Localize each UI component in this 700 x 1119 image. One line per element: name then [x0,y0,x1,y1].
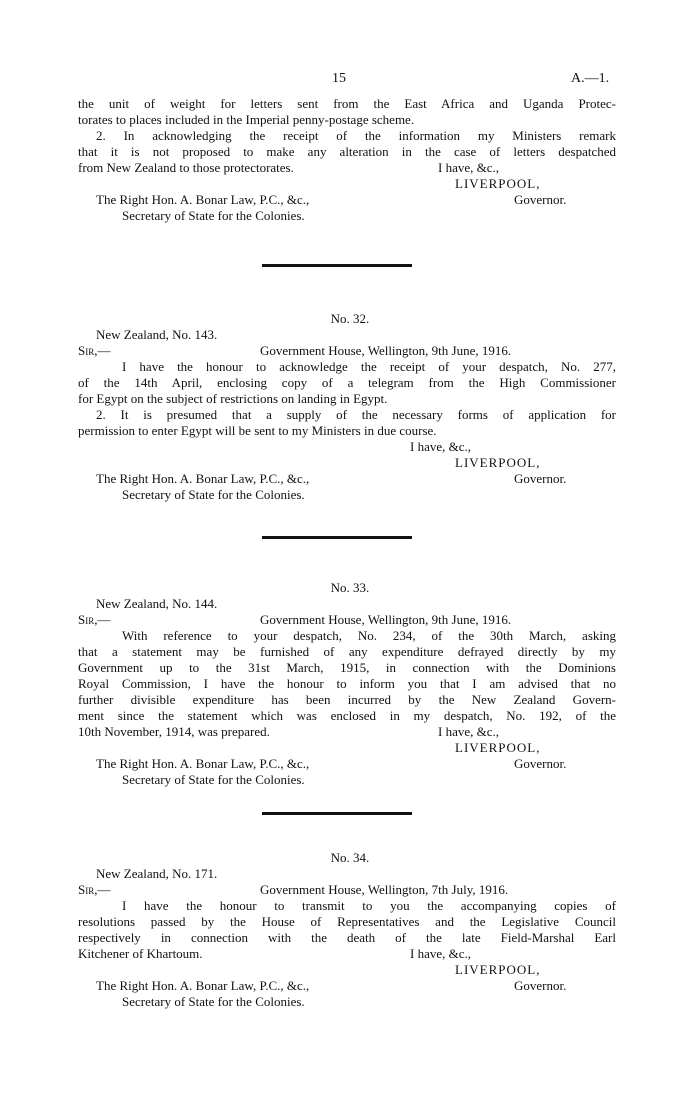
body-line: of the 14th April, enclosing copy of a telegram from the High Commissioner [78,375,616,390]
letter-reference: New Zealand, No. 143. [96,327,218,342]
salutation: Sir,— [78,343,111,358]
body-line: 10th November, 1914, was prepared. [78,724,270,739]
signatory-title: Governor. [514,192,567,207]
signature: LIVERPOOL, [455,962,541,977]
place-date: Government House, Wellington, 9th June, 1916. [260,612,512,627]
body-line: that a statement may be furnished of any expenditure defrayed directly by my [78,644,616,659]
body-line: 2. In acknowledging the receipt of the information my Ministers remark [96,128,616,143]
body-line: 2. It is presumed that a supply of the necessary forms of application for [96,407,616,422]
body-line: Kitchener of Khartoum. [78,946,203,961]
signatory-title: Governor. [514,471,567,486]
page-number: 15 [332,71,346,86]
body-line: the unit of weight for letters sent from the East Africa and Uganda Protec- [78,96,616,111]
letter-number: No. 34. [330,850,370,865]
closing: I have, &c., [410,439,472,454]
section-divider [262,264,412,267]
body-line: Royal Commission, I have the honour to inform you that I am advised that no [78,676,616,691]
body-line: from New Zealand to those protectorates. [78,160,294,175]
place-date: Government House, Wellington, 9th June, 1916. [260,343,512,358]
salutation: Sir,— [78,612,111,627]
addressee: The Right Hon. A. Bonar Law, P.C., &c., [96,756,310,771]
addressee-title: Secretary of State for the Colonies. [122,772,305,787]
letter-number: No. 32. [330,311,370,326]
addressee-title: Secretary of State for the Colonies. [122,487,305,502]
body-line: for Egypt on the subject of restrictions on landing in Egypt. [78,391,388,406]
addressee: The Right Hon. A. Bonar Law, P.C., &c., [96,192,310,207]
addressee-title: Secretary of State for the Colonies. [122,994,305,1009]
signature: LIVERPOOL, [455,176,541,191]
letter-reference: New Zealand, No. 171. [96,866,218,881]
body-line: resolutions passed by the House of Representatives and the Legislative Council [78,914,616,929]
addressee: The Right Hon. A. Bonar Law, P.C., &c., [96,978,310,993]
section-divider [262,536,412,539]
body-line: permission to enter Egypt will be sent to my Ministers in due course. [78,423,437,438]
body-line: that it is not proposed to make any alteration in the case of letters despatched [78,144,616,159]
body-line: I have the honour to acknowledge the receipt of your despatch, No. 277, [122,359,616,374]
signature: LIVERPOOL, [455,455,541,470]
body-line: ment since the statement which was enclosed in my despatch, No. 192, of the [78,708,616,723]
body-line: With reference to your despatch, No. 234, of the 30th March, asking [122,628,616,643]
body-line: respectively in connection with the death of the late Field-Marshal Earl [78,930,616,945]
closing: I have, &c., [438,160,500,175]
body-line: torates to places included in the Imperial penny-postage scheme. [78,112,415,127]
document-code: A.—1. [571,71,610,86]
body-line: I have the honour to transmit to you the accompanying copies of [122,898,616,913]
signatory-title: Governor. [514,978,567,993]
body-line: further divisible expenditure has been incurred by the New Zealand Govern- [78,692,616,707]
body-line: Government up to the 31st March, 1915, in connection with the Dominions [78,660,616,675]
addressee: The Right Hon. A. Bonar Law, P.C., &c., [96,471,310,486]
closing: I have, &c., [410,946,472,961]
letter-number: No. 33. [330,580,370,595]
letter-reference: New Zealand, No. 144. [96,596,218,611]
signatory-title: Governor. [514,756,567,771]
addressee-title: Secretary of State for the Colonies. [122,208,305,223]
place-date: Government House, Wellington, 7th July, 1916. [260,882,509,897]
section-divider [262,812,412,815]
closing: I have, &c., [438,724,500,739]
salutation: Sir,— [78,882,111,897]
signature: LIVERPOOL, [455,740,541,755]
